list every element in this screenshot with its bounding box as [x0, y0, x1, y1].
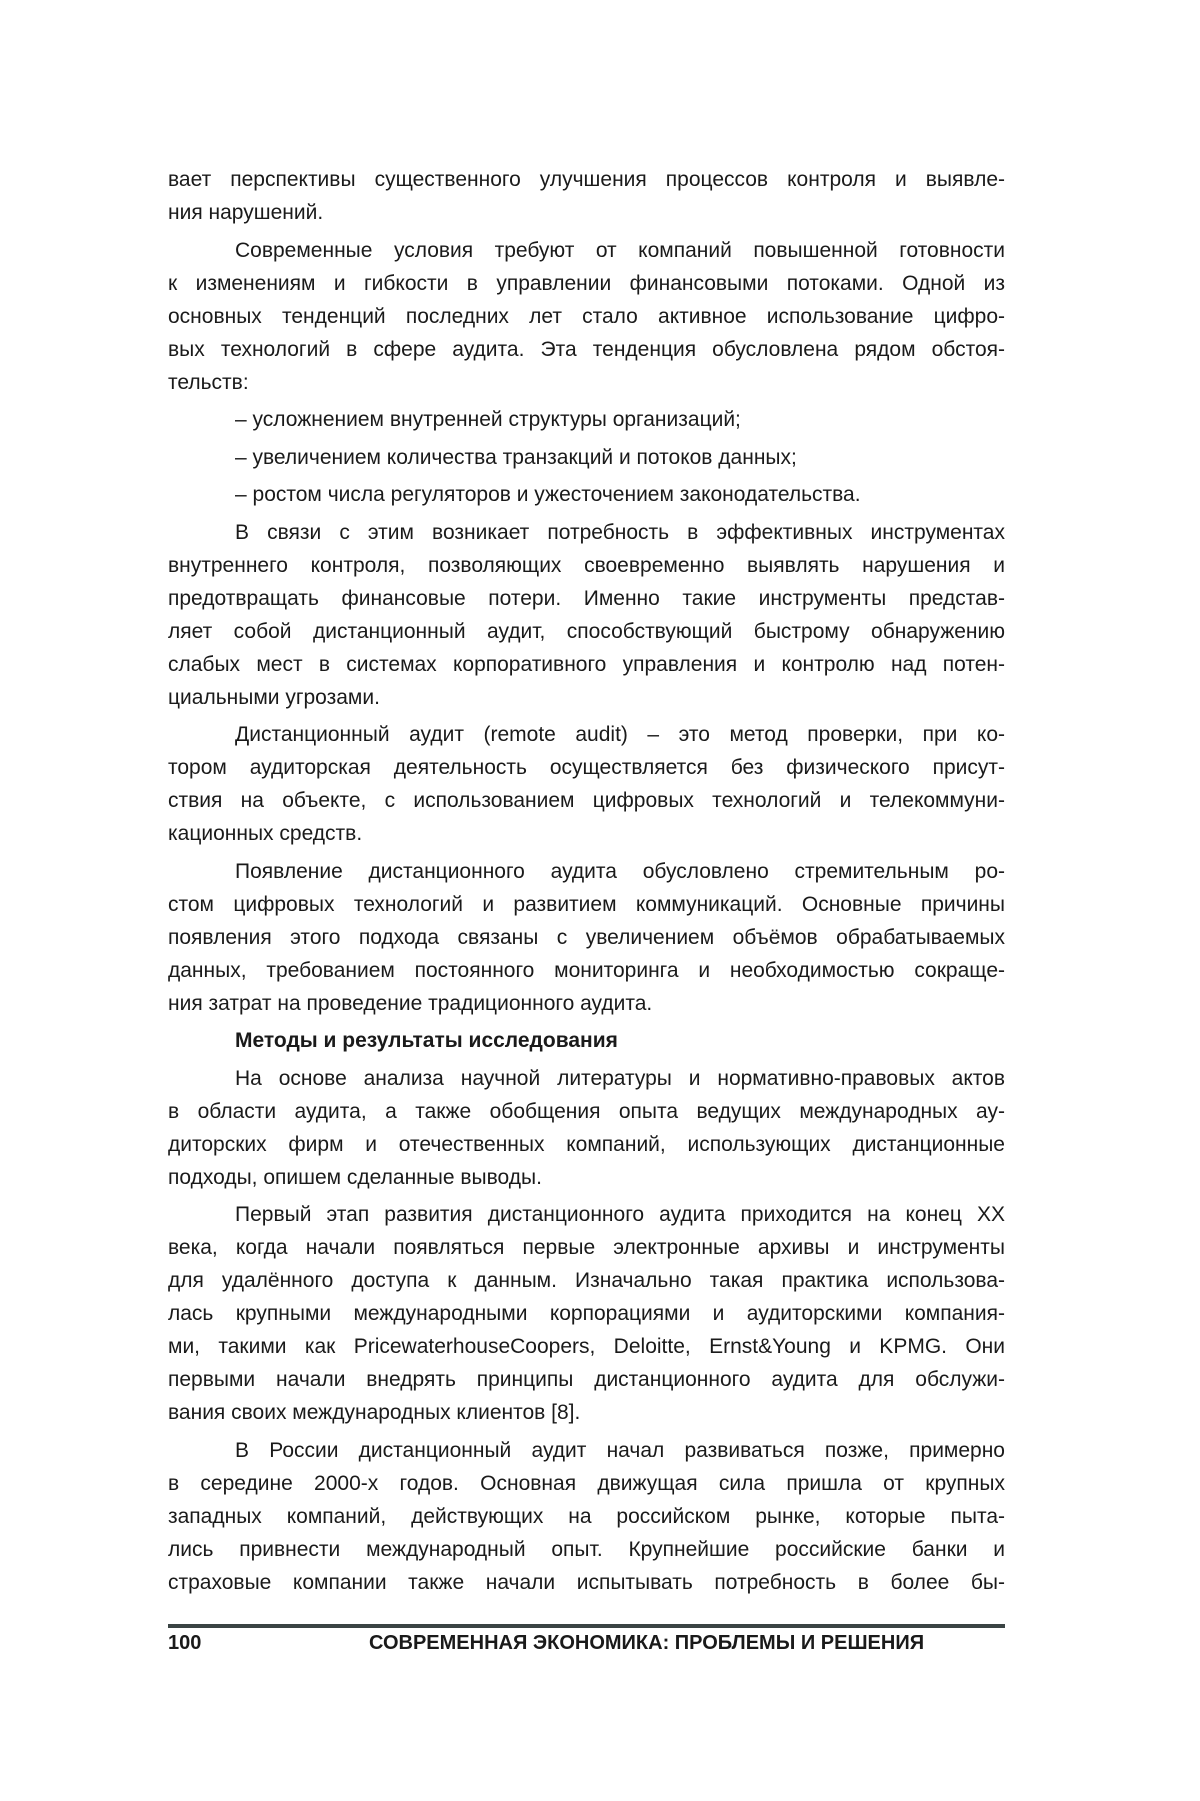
text-line: появления этого подхода связаны с увеличением объёмов обрабатываемых	[168, 921, 1005, 954]
text-line: Первый этап развития дистанционного аудита приходится на конец XX	[168, 1198, 1005, 1231]
text-line: вает перспективы существенного улучшения процессов контроля и выявле-	[168, 163, 1005, 196]
text-line: к изменениям и гибкости в управлении финансовыми потоками. Одной из	[168, 267, 1005, 300]
text-line: – усложнением внутренней структуры организаций;	[168, 403, 1005, 436]
text-line: ми, такими как PricewaterhouseCoopers, Deloitte, Ernst&Young и KPMG. Они	[168, 1330, 1005, 1363]
text-line: лись привнести международный опыт. Крупнейшие российские банки и	[168, 1533, 1005, 1566]
text-line: данных, требованием постоянного мониторинга и необходимостью сокраще-	[168, 954, 1005, 987]
text-line: ляет собой дистанционный аудит, способствующий быстрому обнаружению	[168, 615, 1005, 648]
body-text	[168, 163, 1005, 1599]
text-line: века, когда начали появляться первые электронные архивы и инструменты	[168, 1231, 1005, 1264]
text-line: диторских фирм и отечественных компаний, использующих дистанционные	[168, 1128, 1005, 1161]
text-line: слабых мест в системах корпоративного управления и контролю над потен-	[168, 648, 1005, 681]
paragraph	[168, 1434, 1005, 1599]
text-line: ния затрат на проведение традиционного аудита.	[168, 987, 1005, 1020]
paragraph	[168, 855, 1005, 1020]
paragraph	[168, 516, 1005, 714]
text-line: В связи с этим возникает потребность в эффективных инструментах	[168, 516, 1005, 549]
text-line: Методы и результаты исследования	[168, 1024, 1005, 1057]
text-line: вых технологий в сфере аудита. Эта тенденция обусловлена рядом обстоя-	[168, 333, 1005, 366]
paragraph	[168, 234, 1005, 399]
text-line: внутреннего контроля, позволяющих своевременно выявлять нарушения и	[168, 549, 1005, 582]
text-line: В России дистанционный аудит начал развиваться позже, примерно	[168, 1434, 1005, 1467]
text-line: в середине 2000-х годов. Основная движущая сила пришла от крупных	[168, 1467, 1005, 1500]
text-line: для удалённого доступа к данным. Изначально такая практика использова-	[168, 1264, 1005, 1297]
text-line: На основе анализа научной литературы и нормативно-правовых актов	[168, 1062, 1005, 1095]
text-line: Появление дистанционного аудита обусловлено стремительным ро-	[168, 855, 1005, 888]
journal-title: СОВРЕМЕННАЯ ЭКОНОМИКА: ПРОБЛЕМЫ И РЕШЕНИЯ	[369, 1630, 969, 1656]
page-number: 100	[168, 1630, 201, 1656]
text-line: вания своих международных клиентов [8].	[168, 1396, 1005, 1429]
paragraph	[168, 403, 1005, 436]
text-line: в области аудита, а также обобщения опыта ведущих международных ау-	[168, 1095, 1005, 1128]
paragraph	[168, 1198, 1005, 1429]
paragraph	[168, 163, 1005, 229]
paragraph	[168, 478, 1005, 511]
text-line: – ростом числа регуляторов и ужесточением законодательства.	[168, 478, 1005, 511]
text-line: циальными угрозами.	[168, 681, 1005, 714]
footer-divider	[168, 1624, 1005, 1628]
paragraph	[168, 1062, 1005, 1194]
text-line: ния нарушений.	[168, 196, 1005, 229]
text-line: тором аудиторская деятельность осуществляется без физического присут-	[168, 751, 1005, 784]
text-line: подходы, опишем сделанные выводы.	[168, 1161, 1005, 1194]
text-line: тельств:	[168, 366, 1005, 399]
text-line: западных компаний, действующих на российском рынке, которые пыта-	[168, 1500, 1005, 1533]
text-line: Современные условия требуют от компаний повышенной готовности	[168, 234, 1005, 267]
text-line: стом цифровых технологий и развитием коммуникаций. Основные причины	[168, 888, 1005, 921]
section-heading	[168, 1024, 1005, 1057]
text-line: Дистанционный аудит (remote audit) – это метод проверки, при ко-	[168, 718, 1005, 751]
text-line: страховые компании также начали испытывать потребность в более бы-	[168, 1566, 1005, 1599]
text-line: предотвращать финансовые потери. Именно такие инструменты представ-	[168, 582, 1005, 615]
text-line: лась крупными международными корпорациями и аудиторскими компания-	[168, 1297, 1005, 1330]
text-line: кационных средств.	[168, 817, 1005, 850]
paragraph	[168, 441, 1005, 474]
text-line: – увеличением количества транзакций и потоков данных;	[168, 441, 1005, 474]
paragraph	[168, 718, 1005, 850]
text-line: ствия на объекте, с использованием цифровых технологий и телекоммуни-	[168, 784, 1005, 817]
text-line: основных тенденций последних лет стало активное использование цифро-	[168, 300, 1005, 333]
text-line: первыми начали внедрять принципы дистанционного аудита для обслужи-	[168, 1363, 1005, 1396]
